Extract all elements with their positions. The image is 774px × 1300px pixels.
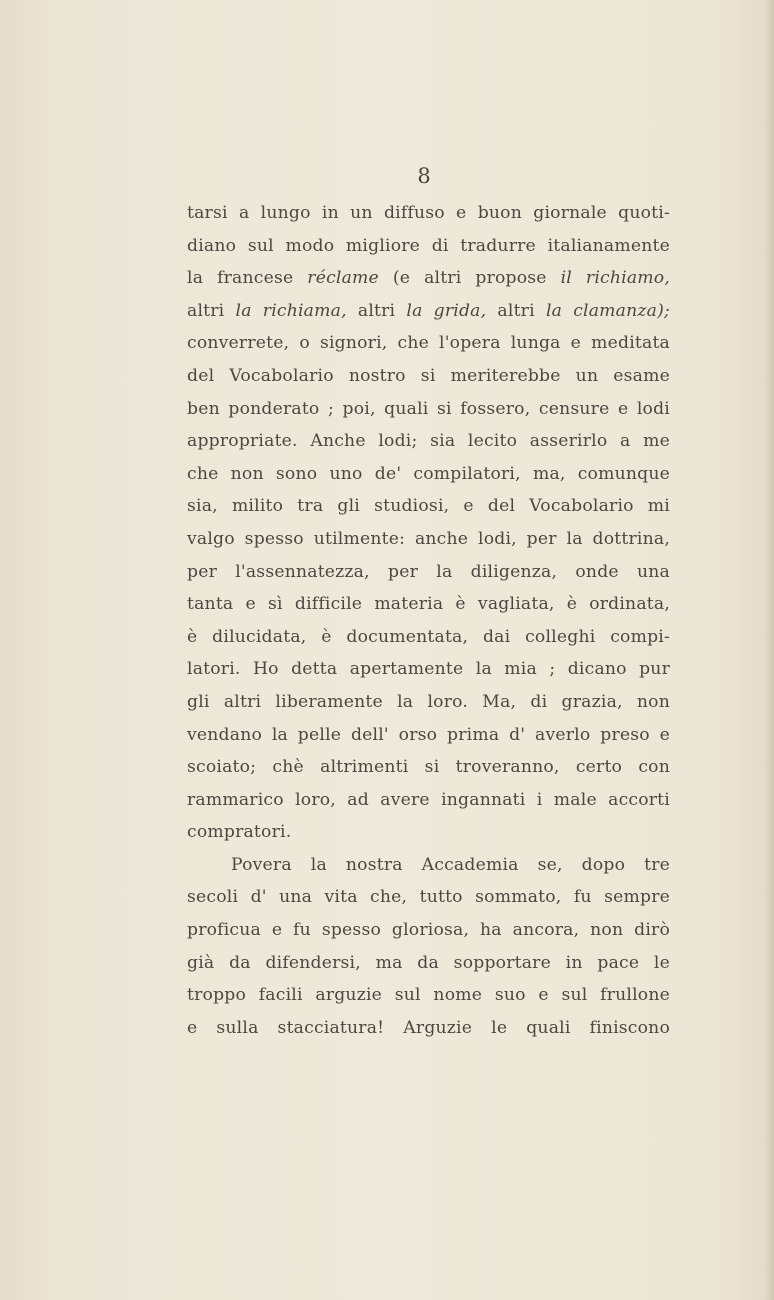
text-line — [187, 751, 670, 784]
text-segment: ben ponderato ; poi, quali si fossero, censure e lodi — [187, 398, 670, 419]
text-line — [187, 360, 670, 393]
text-line — [187, 686, 670, 719]
text-line — [187, 621, 670, 654]
text-segment: già da difendersi, ma da sopportare in pace le — [187, 952, 670, 973]
text-segment: è dilucidata, è documentata, dai colleghi compi- — [187, 626, 670, 647]
text-segment: tarsi a lungo in un diffuso e buon giornale quoti- — [187, 203, 670, 223]
italic-text-segment: réclame — [307, 268, 379, 289]
text-line — [187, 1012, 670, 1045]
text-line — [187, 588, 670, 621]
text-segment: scoiato; chè altrimenti si troveranno, certo con — [187, 757, 670, 778]
text-line — [187, 425, 670, 458]
text-segment: altri — [486, 300, 546, 321]
text-segment: gli altri liberamente la loro. Ma, di grazia, non — [187, 691, 670, 712]
text-segment: (e altri propose — [378, 268, 561, 289]
text-segment: rammarico loro, ad avere ingannati i male accorti — [187, 789, 670, 810]
text-line — [187, 947, 670, 980]
text-segment: compratori. — [187, 822, 292, 843]
text-line — [187, 784, 670, 817]
italic-text-segment: la clamanza); — [545, 300, 670, 321]
text-line — [187, 881, 670, 914]
text-line — [187, 914, 670, 947]
text-line — [187, 393, 670, 426]
body-text — [187, 197, 670, 1044]
text-segment: del Vocabolario nostro si meriterebbe un esame — [187, 365, 670, 386]
text-segment: converrete, o signori, che l'opera lunga e meditata — [187, 333, 670, 354]
text-segment: valgo spesso utilmente: anche lodi, per la dottrina, — [187, 528, 670, 549]
italic-text-segment: la grida, — [406, 300, 487, 321]
text-segment: troppo facili arguzie sul nome suo e sul frullone — [187, 985, 670, 1006]
italic-text-segment: la richiama, — [235, 300, 347, 321]
text-segment: altri — [187, 300, 236, 321]
text-line — [187, 816, 670, 849]
text-segment: Povera la nostra Accademia se, dopo tre — [231, 854, 670, 875]
text-segment: vendano la pelle dell' orso prima d' averlo preso e — [187, 724, 670, 745]
text-line — [187, 849, 670, 882]
text-line — [187, 295, 670, 328]
text-line — [187, 653, 670, 686]
text-segment: la francese — [187, 268, 308, 289]
text-line — [187, 719, 670, 752]
page-edge-shadow — [764, 0, 774, 1300]
text-line — [187, 230, 670, 263]
text-segment: e sulla stacciatura! Arguzie le quali finiscono — [187, 1017, 670, 1038]
text-segment: sia, milito tra gli studiosi, e del Vocabolario mi — [187, 496, 670, 517]
page-number: 8 — [417, 164, 431, 188]
text-segment: diano sul modo migliore di tradurre italianamente — [187, 235, 670, 256]
text-segment: per l'assennatezza, per la diligenza, onde una — [187, 561, 670, 582]
text-segment: altri — [346, 300, 407, 321]
text-segment: proficua e fu spesso gloriosa, ha ancora, non dirò — [187, 920, 670, 941]
text-line — [187, 197, 670, 230]
italic-text-segment: il richiamo, — [560, 268, 670, 289]
text-segment: secoli d' una vita che, tutto sommato, fu sempre — [187, 887, 670, 908]
text-line — [187, 490, 670, 523]
text-line — [187, 327, 670, 360]
text-line — [187, 458, 670, 491]
text-segment: appropriate. Anche lodi; sia lecito asserirlo a me — [187, 431, 670, 452]
text-line — [187, 262, 670, 295]
text-segment: tanta e sì difficile materia è vagliata, è ordinata, — [187, 594, 670, 615]
text-line — [187, 556, 670, 589]
text-line — [187, 523, 670, 556]
text-line — [187, 979, 670, 1012]
text-segment: che non sono uno de' compilatori, ma, comunque — [187, 463, 670, 484]
text-segment: latori. Ho detta apertamente la mia ; dicano pur — [187, 659, 670, 680]
